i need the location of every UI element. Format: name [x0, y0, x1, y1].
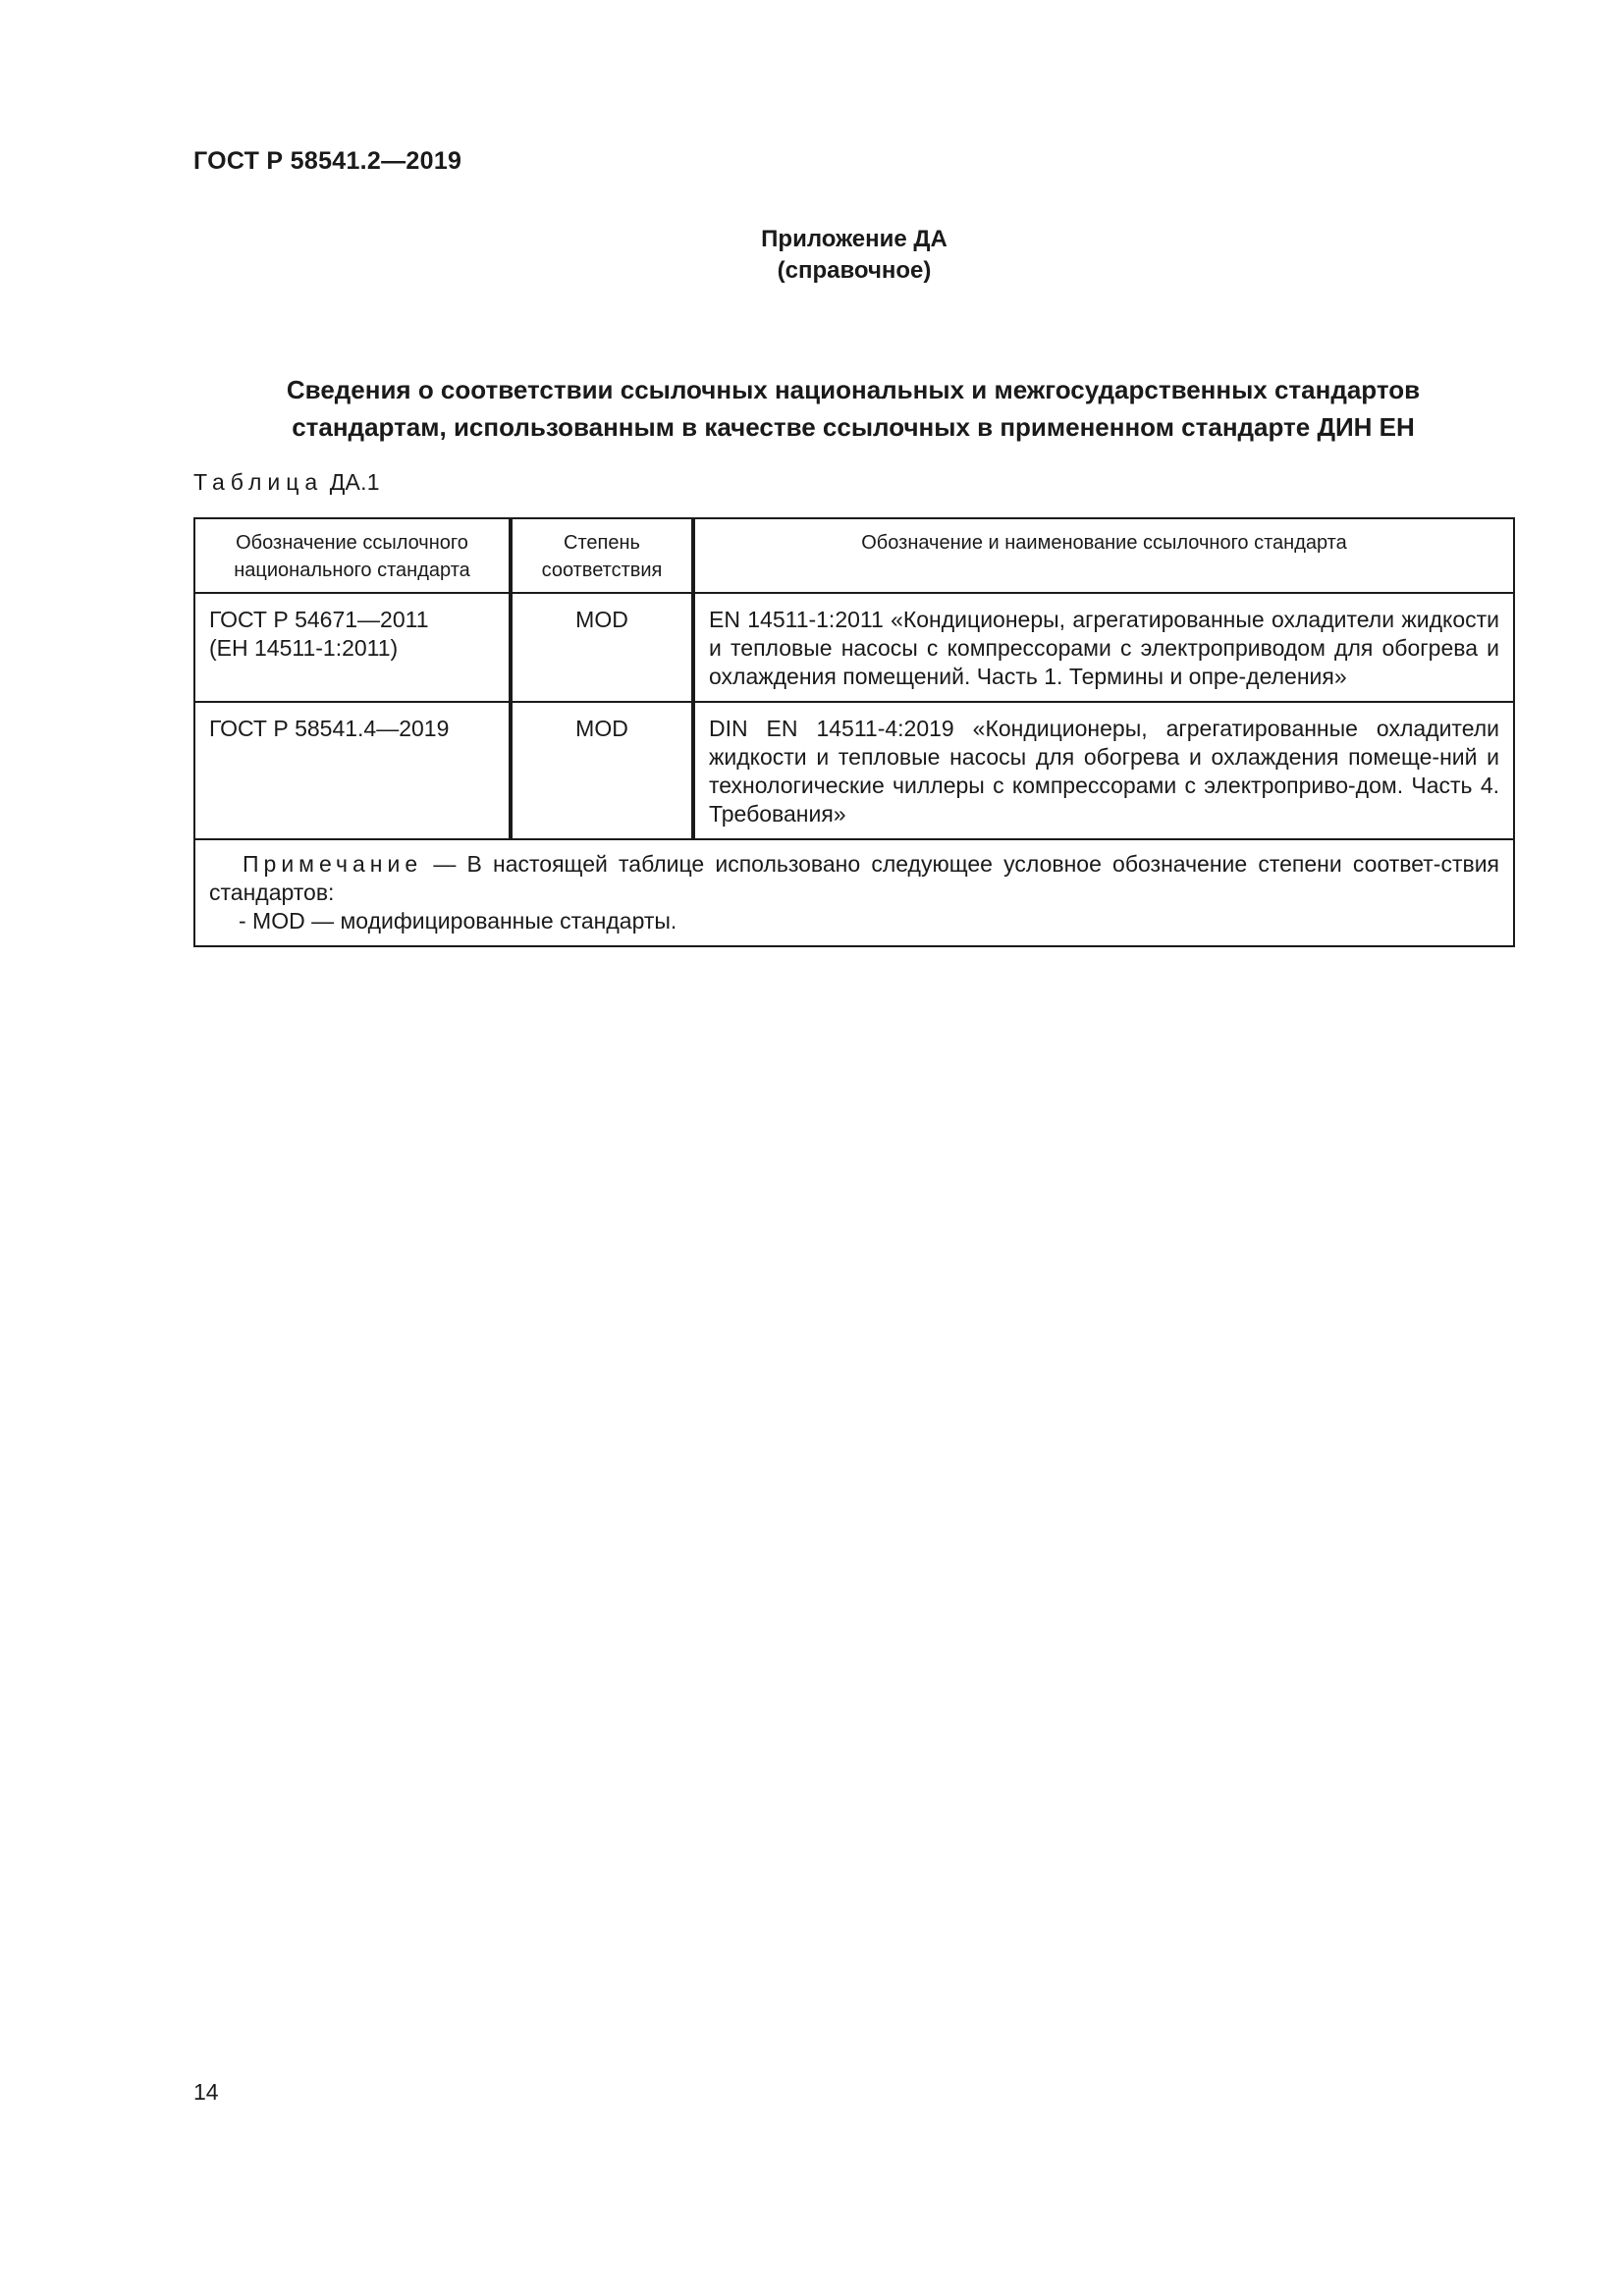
- table-note: [194, 839, 1514, 946]
- cell-national-standard: [194, 593, 511, 702]
- national-standard-id: ГОСТ Р 58541.4—2019: [209, 716, 450, 741]
- section-title-line-1: Сведения о соответствии ссылочных национальных и межгосударственных стандартов: [286, 375, 1421, 404]
- reference-standards-table: [193, 517, 1515, 947]
- table-caption: [193, 469, 380, 496]
- cell-degree: MOD: [511, 702, 693, 839]
- note-label: Примечание: [243, 851, 423, 877]
- table-row: [194, 702, 1514, 839]
- cell-degree: MOD: [511, 593, 693, 702]
- national-standard-id: ГОСТ Р 54671—2011: [209, 607, 429, 632]
- note-item: - MOD — модифицированные стандарты.: [239, 908, 677, 934]
- national-standard-sub: (ЕН 14511-1:2011): [209, 635, 399, 661]
- appendix-kind: (справочное): [777, 257, 932, 284]
- appendix-title: Приложение ДА: [761, 226, 947, 252]
- header-national-standard: Обозначение ссылочного национального стандарта: [194, 518, 511, 593]
- page-number: 14: [193, 2079, 219, 2105]
- table-row: [194, 593, 1514, 702]
- section-title-line-2: стандартам, использованным в качестве ссылочных в примененном стандарте ДИН ЕН: [292, 412, 1415, 442]
- cell-reference-standard: EN 14511-1:2011 «Кондиционеры, агрегатированные охладители жидкости и тепловые насосы с компрессорами с электроприводом для обогрева и охлаждения помещений. Часть 1. Термины и опре-деления»: [693, 593, 1514, 702]
- cell-reference-standard: DIN EN 14511-4:2019 «Кондиционеры, агрегатированные охладители жидкости и тепловые насосы для обогрева и охлаждения помеще-ний и технологические чиллеры с компрессорами с электроприво-дом. Часть 4. Требования»: [693, 702, 1514, 839]
- table-caption-id: ДА.1: [329, 469, 380, 495]
- note-text: — В настоящей таблице использовано следующее условное обозначение степени соответ-ствия стандартов:: [209, 851, 1499, 905]
- document-header-id: ГОСТ Р 58541.2—2019: [193, 147, 462, 175]
- table-note-row: [194, 839, 1514, 946]
- appendix-heading: [0, 224, 1624, 287]
- table-header-row: [194, 518, 1514, 593]
- header-degree: Степень соответствия: [511, 518, 693, 593]
- header-reference-standard: Обозначение и наименование ссылочного стандарта: [693, 518, 1514, 593]
- section-title: [193, 371, 1513, 446]
- table-caption-word: Таблица: [193, 469, 324, 495]
- cell-national-standard: [194, 702, 511, 839]
